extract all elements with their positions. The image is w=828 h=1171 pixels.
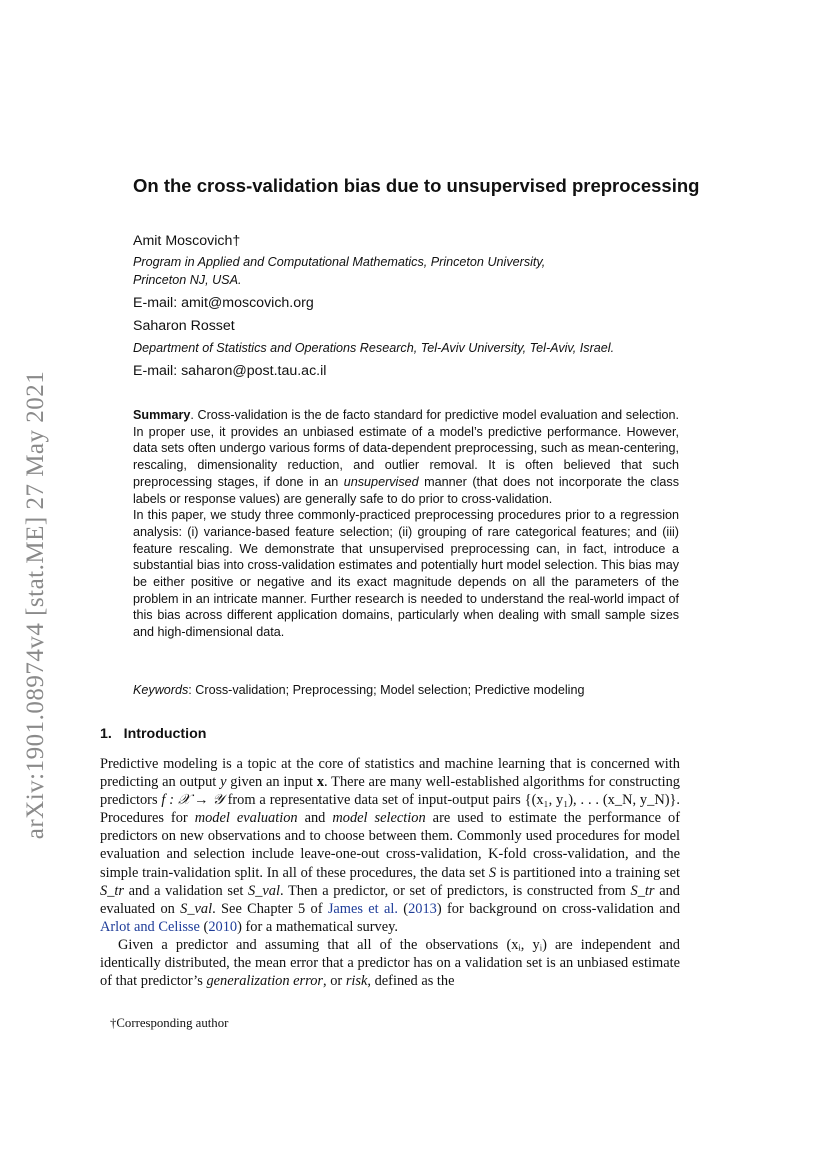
body-text: and a validation set xyxy=(124,882,249,899)
body-text: ) for background on cross-validation and xyxy=(436,900,681,917)
keywords-text: : Cross-validation; Preprocessing; Model selection; Predictive modeling xyxy=(188,683,585,697)
author-email: E-mail: saharon@post.tau.ac.il xyxy=(133,363,327,379)
body-text: . Procedures for xyxy=(100,792,681,827)
emphasis: model evaluation xyxy=(194,810,298,827)
body-text: Given a predictor and assuming that all of the observations xyxy=(118,936,507,953)
body-text: . There are many well-established algorithms for constructing predictors xyxy=(100,774,680,809)
paper-title: On the cross-validation bias due to unsupervised preprocessing xyxy=(133,175,700,196)
citation-link[interactable]: James et al. xyxy=(327,900,398,917)
body-text: and evaluated on xyxy=(100,882,680,917)
emphasis: model selection xyxy=(332,810,426,827)
body-text: Predictive modeling is a topic at the core of statistics and machine learning that is concerned with predicting an output xyxy=(100,756,680,791)
body-paragraph xyxy=(100,936,680,990)
math: S_tr xyxy=(630,882,655,899)
citation-link[interactable]: 2010 xyxy=(208,918,238,935)
math: {(x₁, y₁), . . . (x_N, y_N)} xyxy=(524,792,677,809)
emphasis: risk xyxy=(345,973,368,990)
math: S_tr xyxy=(100,882,124,899)
body-text: ) for a mathematical survey. xyxy=(237,918,398,935)
section-number: 1. xyxy=(100,726,112,742)
emphasis: generalization error xyxy=(206,973,324,990)
arxiv-stamp: arXiv:1901.08974v4 [stat.ME] 27 May 2021 xyxy=(22,370,49,840)
author-name: Amit Moscovich† xyxy=(133,233,241,249)
body-text: . See Chapter 5 of xyxy=(212,900,328,917)
math: S_val xyxy=(180,900,213,917)
body-text: given an input xyxy=(226,774,317,791)
math: y xyxy=(220,774,227,791)
author-affiliation: Program in Applied and Computational Mathematics, Princeton University, xyxy=(133,255,546,269)
math: f : 𝒳 → 𝒴 xyxy=(161,792,224,809)
body-text: , or xyxy=(323,973,346,990)
abstract-label: Summary xyxy=(133,408,191,422)
body-text: , defined as the xyxy=(367,973,455,990)
math: S_val xyxy=(248,882,280,899)
citation-link[interactable]: Arlot and Celisse xyxy=(100,918,200,935)
body-paragraph xyxy=(100,755,680,936)
author-name: Saharon Rosset xyxy=(133,318,235,334)
abstract-emphasis: unsupervised xyxy=(343,474,419,489)
body-text: ( xyxy=(199,918,209,935)
math: x xyxy=(316,774,325,791)
math: S xyxy=(488,864,497,881)
body-text: and xyxy=(297,810,333,827)
body-text: are used to estimate the performance of predictors on new observations and to choose between them. Commonly used procedures for model evaluation and selection include leave-one-out cross-validation, K-fold cross-validation, and the simple train-validation split. In all of these procedures, the data set xyxy=(100,810,680,881)
body-text: ( xyxy=(397,900,409,917)
section-heading xyxy=(100,726,206,742)
author-affiliation: Department of Statistics and Operations Research, Tel-Aviv University, Tel-Aviv, Israel. xyxy=(133,341,615,355)
author-email: E-mail: amit@moscovich.org xyxy=(133,295,314,311)
abstract xyxy=(133,407,679,641)
author-affiliation: Princeton NJ, USA. xyxy=(133,273,242,287)
body-text: is partitioned into a training set xyxy=(496,864,681,881)
body-text: are independent and identically distributed, the mean error that a predictor has on a validation set is an unbiased estimate of that predictor’s xyxy=(100,936,681,990)
section-title: Introduction xyxy=(123,726,207,742)
footnote: †Corresponding author xyxy=(110,1016,229,1030)
keywords-label: Keywords xyxy=(133,683,189,697)
abstract-text: manner (that does not incorporate the class labels or response values) are generally safe to do prior to cross-validation. xyxy=(133,474,679,506)
citation-link[interactable]: 2013 xyxy=(408,900,437,917)
abstract-text: . Cross-validation is the de facto standard for predictive model evaluation and selection. In proper use, it provides an unbiased estimate of a model’s predictive performance. However, data sets often undergo various forms of data-dependent preprocessing, such as mean-centering, rescaling, dimensionality reduction, and outlier removal. It is often believed that such preprocessing stages, if done in an xyxy=(133,408,679,489)
body-text: . Then a predictor, or set of predictors, is constructed from xyxy=(280,882,631,899)
body-text: from a representative data set of input-output pairs xyxy=(223,792,525,809)
keywords xyxy=(133,683,584,697)
abstract-paragraph: In this paper, we study three commonly-practiced preprocessing procedures prior to a regression analysis: (i) variance-based feature selection; (ii) grouping of rare categorical features; and (iii) feature rescaling. We demonstrate that unsupervised preprocessing can, in fact, introduce a substantial bias into cross-validation estimates and potentially hurt model selection. This bias may be either positive or negative and its exact magnitude depends on all the parameters of the problem in an intricate manner. Further research is needed to understand the real-world impact of this bias across different application domains, particularly when dealing with small sample sizes and high-dimensional data. xyxy=(133,508,679,640)
abstract-paragraph xyxy=(133,407,679,507)
math: (xᵢ, yᵢ) xyxy=(506,936,547,953)
intro-body xyxy=(100,755,680,990)
